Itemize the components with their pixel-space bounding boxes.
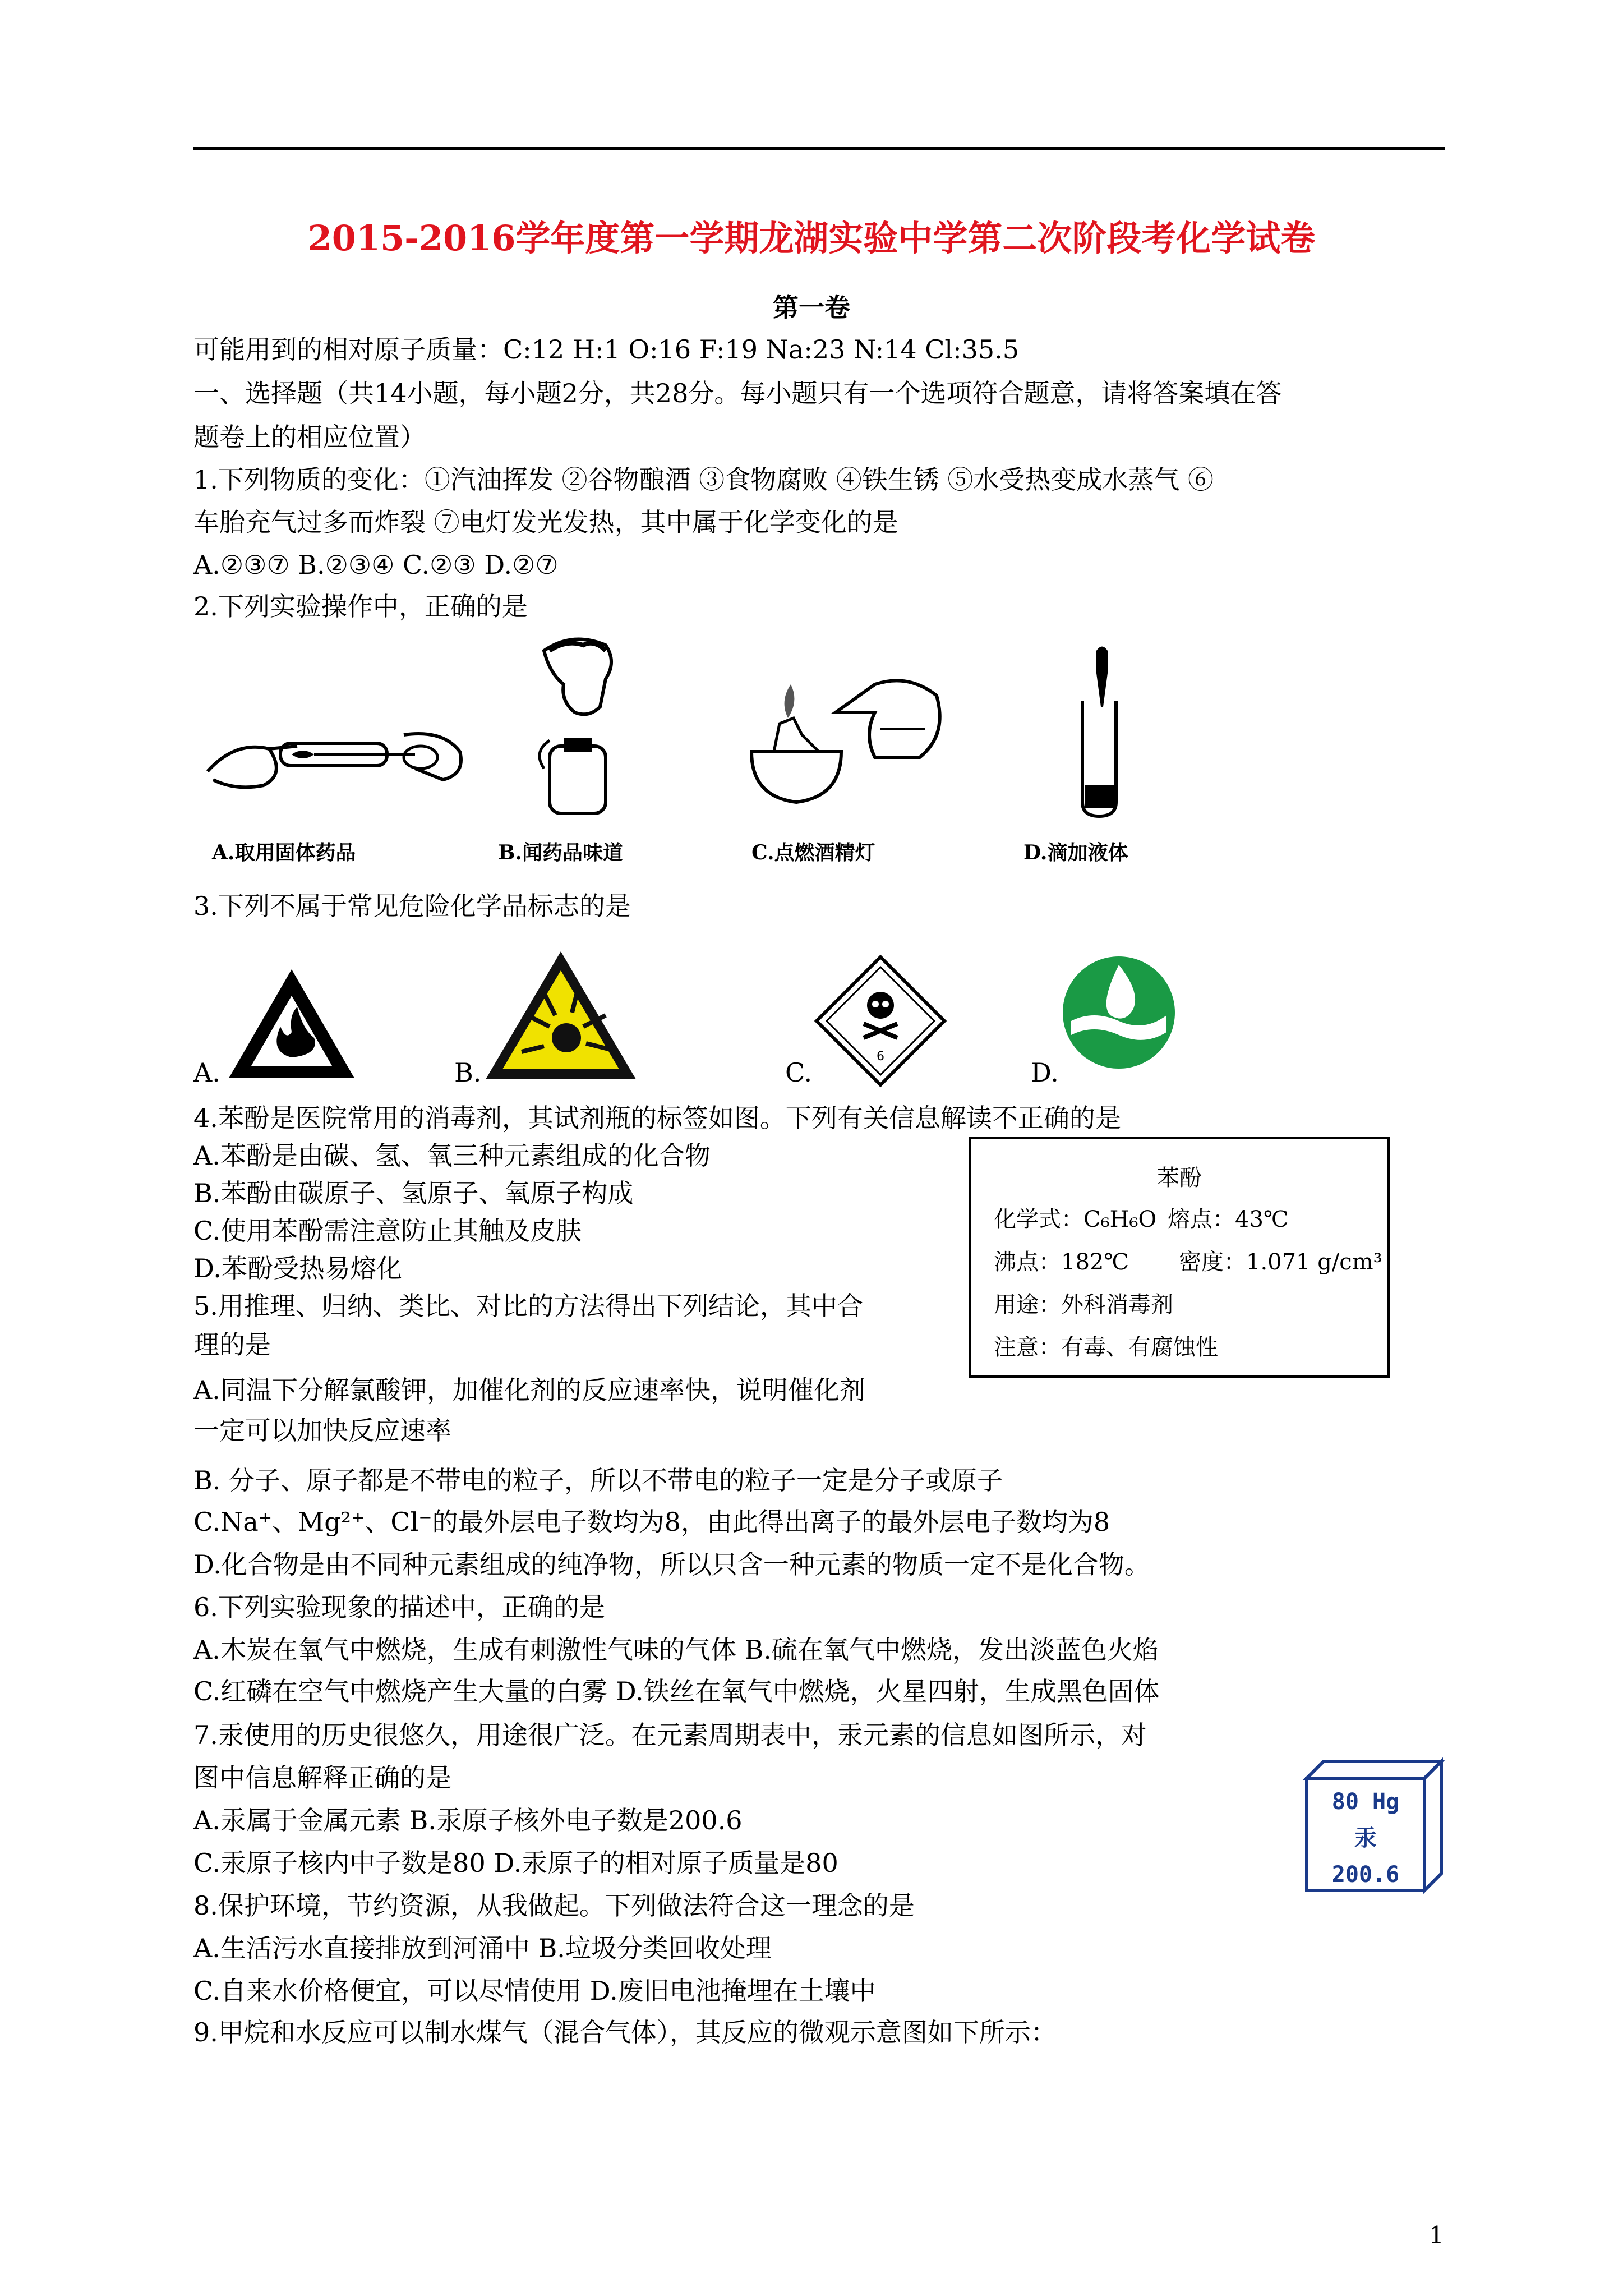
drip-liquid-figure	[1066, 645, 1133, 819]
phenol-label-title: 苯酚	[1157, 1165, 1202, 1191]
q6-stem: 6.下列实验现象的描述中，正确的是	[193, 1592, 605, 1622]
q5-option-a-line-1: A.同温下分解氯酸钾，加催化剂的反应速率快，说明催化剂	[193, 1375, 865, 1405]
toxic-sign-number: 6	[877, 1050, 884, 1064]
q2-stem: 2.下列实验操作中，正确的是	[193, 591, 528, 622]
q3-option-c: C.	[785, 1057, 813, 1088]
q4-option-b: B.苯酚由碳原子、氢原子、氧原子构成	[193, 1178, 634, 1208]
light-alcohol-lamp-figure	[740, 668, 953, 819]
atomic-mass-line: 可能用到的相对原子质量：C:12 H:1 O:16 F:19 Na:23 N:14 Cl:35.5	[193, 334, 1020, 365]
q6-options-ab: A.木炭在氧气中燃烧，生成有刺激性气味的气体 B.硫在氧气中燃烧，发出淡蓝色火焰	[193, 1635, 1159, 1665]
q7-options-cd: C.汞原子核内中子数是80 D.汞原子的相对原子质量是80	[193, 1848, 838, 1878]
q3-option-d: D.	[1031, 1057, 1059, 1088]
q7-options-ab: A.汞属于金属元素 B.汞原子核外电子数是200.6	[193, 1805, 743, 1835]
q2-caption-c: C.点燃酒精灯	[751, 841, 875, 864]
q2-caption-b: B.闻药品味道	[498, 841, 623, 864]
q7-stem-line-2: 图中信息解释正确的是	[193, 1763, 451, 1793]
explosive-sign-icon	[482, 948, 639, 1083]
q5-option-a-line-2: 一定可以加快反应速率	[193, 1415, 451, 1446]
section-title: 第一卷	[773, 292, 850, 323]
mercury-name: 汞	[1354, 1825, 1377, 1851]
flammable-sign-icon	[224, 965, 359, 1083]
toxic-sign-icon	[813, 954, 948, 1088]
mercury-atomic-mass: 200.6	[1331, 1862, 1400, 1888]
q8-stem: 8.保护环境，节约资源，从我做起。下列做法符合这一理念的是	[193, 1890, 915, 1921]
instructions-line-1: 一、选择题（共14小题，每小题2分，共28分。每小题只有一个选项符合题意，请将答案填在答	[193, 378, 1282, 408]
phenol-usage: 用途：外科消毒剂	[994, 1292, 1173, 1318]
phenol-label-box	[969, 1137, 1390, 1378]
q5-option-b: B. 分子、原子都是不带电的粒子，所以不带电的粒子一定是分子或原子	[193, 1465, 1003, 1496]
q7-stem-line-1: 7.汞使用的历史很悠久，用途很广泛。在元素周期表中，汞元素的信息如图所示，对	[193, 1720, 1147, 1750]
q4-option-c: C.使用苯酚需注意防止其触及皮肤	[193, 1216, 582, 1246]
q9-stem: 9.甲烷和水反应可以制水煤气（混合气体），其反应的微观示意图如下所示：	[193, 2017, 1057, 2047]
q3-option-a: A.	[193, 1057, 220, 1088]
header-rule	[193, 147, 1445, 150]
phenol-density: 密度：1.071 g/cm³	[1179, 1249, 1382, 1275]
q3-stem: 3.下列不属于常见危险化学品标志的是	[193, 891, 631, 921]
q6-options-cd: C.红磷在空气中燃烧产生大量的白雾 D.铁丝在氧气中燃烧，火星四射，生成黑色固体	[193, 1676, 1160, 1706]
take-solid-drug-figure	[202, 696, 471, 808]
mercury-element-card	[1301, 1756, 1447, 1896]
q5-stem-line-2: 理的是	[193, 1329, 271, 1360]
q3-option-b: B.	[454, 1057, 482, 1088]
q5-stem-line-1: 5.用推理、归纳、类比、对比的方法得出下列结论，其中合	[193, 1291, 863, 1321]
q1-options: A.②③⑦ B.②③④ C.②③ D.②⑦	[193, 550, 559, 580]
q4-option-d: D.苯酚受热易熔化	[193, 1253, 402, 1283]
phenol-melting-point: 熔点：43℃	[1168, 1207, 1289, 1232]
q4-stem: 4.苯酚是医院常用的消毒剂，其试剂瓶的标签如图。下列有关信息解读不正确的是	[193, 1103, 1121, 1133]
q8-options-ab: A.生活污水直接排放到河涌中 B.垃圾分类回收处理	[193, 1933, 772, 1963]
q1-stem-line-2: 车胎充气过多而炸裂 ⑦电灯发光发热，其中属于化学变化的是	[193, 507, 898, 537]
q5-option-d: D.化合物是由不同种元素组成的纯净物，所以只含一种元素的物质一定不是化合物。	[193, 1549, 1150, 1580]
water-saving-sign-icon	[1060, 954, 1178, 1071]
smell-drug-figure	[522, 634, 634, 819]
phenol-boiling-point: 沸点：182℃	[994, 1249, 1129, 1275]
q1-stem-line-1: 1.下列物质的变化：①汽油挥发 ②谷物酿酒 ③食物腐败 ④铁生锈 ⑤水受热变成水蒸气 ⑥	[193, 464, 1214, 495]
q5-option-c: C.Na⁺、Mg²⁺、Cl⁻的最外层电子数均为8，由此得出离子的最外层电子数均为8	[193, 1507, 1110, 1537]
q4-option-a: A.苯酚是由碳、氢、氧三种元素组成的化合物	[193, 1140, 711, 1171]
phenol-formula: 化学式：C₆H₆O	[994, 1207, 1157, 1232]
q2-caption-d: D.滴加液体	[1023, 841, 1128, 864]
exam-title: 2015-2016学年度第一学期龙湖实验中学第二次阶段考化学试卷	[307, 218, 1316, 259]
phenol-warning: 注意：有毒、有腐蚀性	[994, 1335, 1218, 1360]
page-number: 1	[1429, 2221, 1444, 2249]
q2-caption-a: A.取用固体药品	[212, 841, 356, 864]
q8-options-cd: C.自来水价格便宜，可以尽情使用 D.废旧电池掩埋在土壤中	[193, 1976, 876, 2006]
instructions-line-2: 题卷上的相应位置）	[193, 422, 426, 452]
mercury-number-symbol: 80 Hg	[1331, 1789, 1400, 1815]
